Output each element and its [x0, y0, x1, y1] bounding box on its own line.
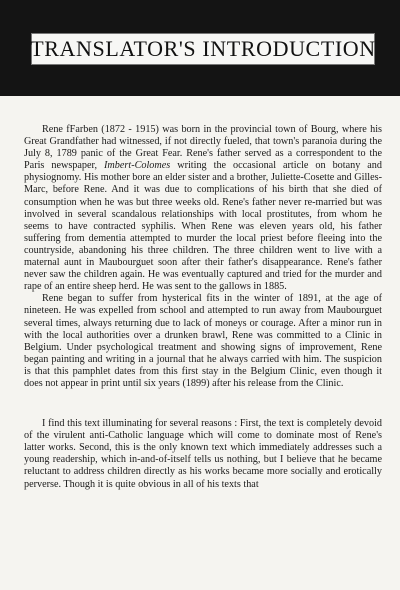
newspaper-name: Imbert-Colomes — [104, 160, 171, 172]
paragraph-gap — [24, 390, 382, 418]
paragraph-1-before: Rene fFarben (1872 - 1915) was born in the provincial town of Bourg, where his Great Grandfather had witnessed, if not directly fueled, that town's paranoia during the July 8, 1789 panic of the Great Fear. Rene's father served as a correspondent to the Paris newspaper, — [24, 124, 382, 172]
body-text — [24, 124, 382, 491]
header-band — [0, 0, 400, 96]
paragraph-3: I find this text illuminating for several reasons : First, the text is completely devoid of the virulent anti-Catholic language which will come to dominate most of Rene's latter works. Second, this is the only known text which immediately addresses such a young readership, which in-and-of-itself tells us nothing, but I believe that he became reluctant to address children directly as his works became more socially and erotically perverse. Though it is quite obvious in all of his texts that — [24, 418, 382, 490]
paragraph-1-after: writing the occasional article on botany and physiognomy. His mother bore an elder sister and a brother, Juliette-Cosette and Gilles-Marc, before Rene. And it was due to complications of his birth that she died of consumption when he was but three weeks old. Rene's father never re-married but was involved in several scandalous relationships with local prostitutes, from whom he seems to have contracted syphilis. When Rene was eleven years old, his father suffering from dementia attempted to murder the local priest before fleeing into the countryside, abandoning his three children. The three children went to live with a maternal aunt in Maubourguet soon after their father's disappearance. Rene's father never saw the children again. He was eventually captured and tried for the murder and rape of an entire sheep herd. He was sent to the gallows in 1885. — [24, 160, 382, 293]
page-title: TRANSLATOR'S INTRODUCTION — [30, 36, 376, 61]
paragraph-1 — [24, 124, 382, 293]
paragraph-2: Rene began to suffer from hysterical fits in the winter of 1891, at the age of nineteen. He was expelled from school and attempted to run away from Maubourguet several times, always returning due to lack of moneys or courage. After a minor run in with the local authorities over a drunken brawl, Rene was committed to a Clinic in Belgium. Under psychological treatment and showing signs of improvement, Rene began painting and writing in a journal that he always carried with him. The suspicion is that this pamphlet dates from this first stay in the Belgium Clinic, even though it does not appear in print until six years (1899) after his release from the Clinic. — [24, 293, 382, 389]
title-box — [31, 33, 375, 65]
